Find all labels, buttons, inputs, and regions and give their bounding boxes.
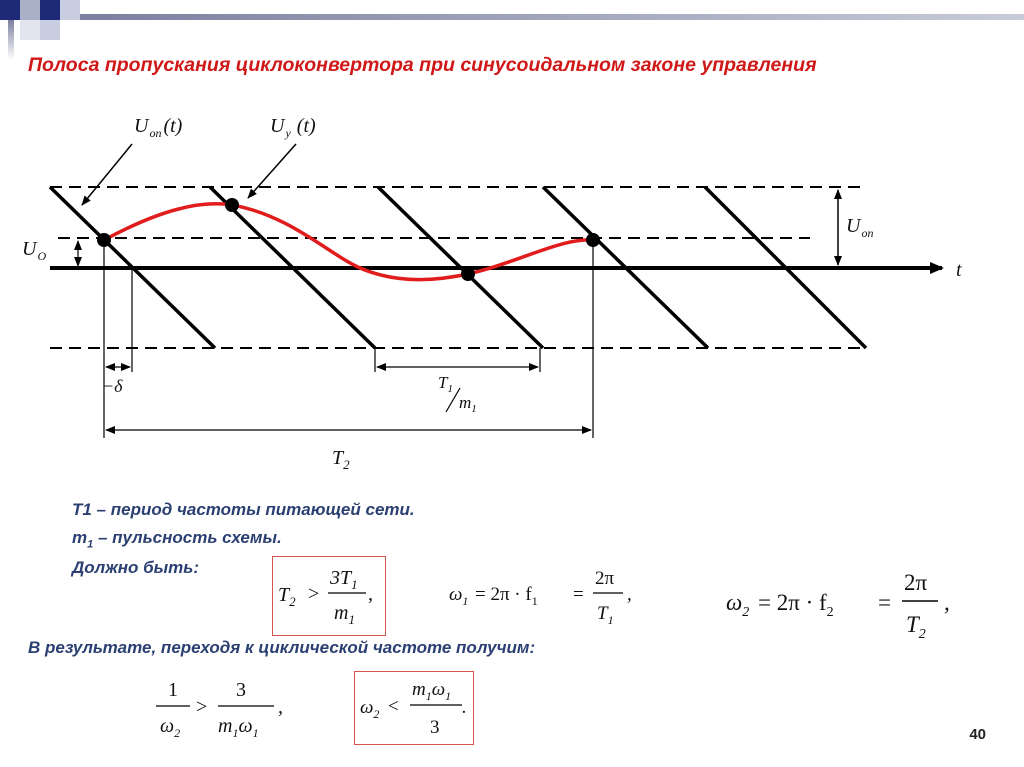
label-uop-t: $U_{оп}$ (t) (134, 115, 183, 140)
svg-text:3T1: $3T_1$ (330, 567, 358, 592)
label-t2: $T_2$ (332, 447, 350, 472)
label-uop: $U_{оп}$ (846, 215, 874, 240)
svg-text:m1ω1: $m_1\omega_1$ (218, 715, 259, 740)
uy-pointer-arrow (248, 144, 296, 198)
text-line-2: $m_1$ – пульсность схемы. (72, 528, 282, 551)
page-title: Полоса пропускания циклоконвертора при синусоидальном законе управления (28, 54, 817, 76)
svg-text:1: 1 (168, 679, 178, 701)
label-m1: $m_1$ (459, 393, 477, 415)
svg-text:.: . (462, 697, 467, 718)
label-uo: $U_O$ (22, 238, 47, 263)
label-delta: −δ (102, 376, 123, 396)
formula-5 (354, 671, 474, 747)
formula-2 (445, 556, 665, 636)
svg-text:>: > (308, 583, 320, 605)
label-t-axis: t (956, 259, 962, 281)
svg-text:2π: 2π (904, 570, 928, 595)
svg-text:3: 3 (430, 717, 440, 738)
svg-text:,: , (627, 584, 632, 605)
formula-1 (272, 556, 392, 636)
formula-3 (722, 562, 982, 652)
svg-text:m1: $m_1$ (334, 602, 355, 627)
svg-text:ω2: $\omega_2$ (360, 697, 380, 721)
label-t1: $T_1$ (438, 373, 453, 395)
svg-text:,: , (944, 590, 950, 615)
intersection-point (461, 267, 475, 281)
svg-text:2π: 2π (595, 568, 615, 589)
uop-pointer-arrow (82, 144, 132, 205)
svg-text:ω2: $\omega_2$ (160, 715, 181, 740)
svg-text:m1ω1: $m_1\omega_1$ (412, 679, 452, 703)
svg-text:=: = (573, 584, 584, 605)
svg-text:= 2π · f2: = $2\pi \cdot f_2$ (758, 590, 834, 620)
result-text: В результате, переходя к циклической частоте получим: (28, 638, 536, 657)
text-line-1: T1 – период частоты питающей сети. (72, 500, 415, 519)
svg-text:T1: $T_1$ (597, 603, 614, 627)
svg-text:T2: $T_2$ (278, 584, 296, 609)
label-uy-t: $U_у$ (t) (270, 115, 316, 140)
svg-text:>: > (196, 696, 208, 718)
text-line-3: Должно быть: (72, 558, 200, 577)
formula-4 (150, 670, 310, 750)
svg-text:= 2π · f1: = $2\pi \cdot f_1$ (475, 584, 538, 608)
intersection-point (225, 198, 239, 212)
svg-text:,: , (368, 583, 373, 605)
svg-text:,: , (278, 696, 283, 718)
svg-text:ω1: $\omega_1$ (449, 584, 469, 608)
svg-text:3: 3 (236, 679, 246, 701)
svg-text:<: < (388, 696, 399, 717)
svg-text:=: = (878, 590, 891, 615)
page-number: 40 (969, 726, 986, 743)
svg-text:ω2: $\omega_2$ (726, 590, 750, 620)
svg-text:T2: $T_2$ (906, 612, 926, 642)
